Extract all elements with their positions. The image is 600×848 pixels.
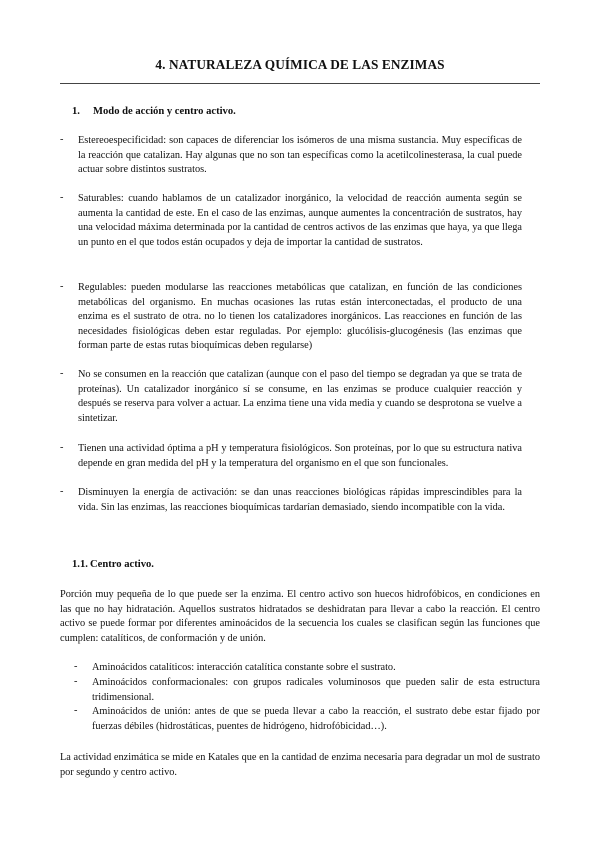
- list-dash: -: [60, 192, 64, 203]
- list-item-saturables: Saturables: cuando hablamos de un catalizador inorgánico, la velocidad de reacción aumenta según se aumenta la cantidad de este. En el caso de las enzimas, aunque aumentes la concentración de sustratos, hay una velocidad máxima determinada por la cantidad de centros activos de las enzimas que haya, ya que llega un punto en el que todos están ocupados y deja de importar la cantidad de sustratos.: [78, 193, 522, 248]
- list-dash: -: [60, 281, 64, 292]
- subsection-number: 1.1.: [72, 559, 88, 570]
- section-number: 1.: [72, 106, 80, 117]
- page-title: 4. NATURALEZA QUÍMICA DE LAS ENZIMAS: [155, 57, 445, 72]
- list-dash: -: [74, 705, 78, 716]
- list-item-energia-activacion: Disminuyen la energía de activación: se dan unas reacciones biológicas rápidas imprescindibles para la vida. Sin las enzimas, las reacciones bioquímicas tardarían demasiado, siendo incompatible con la vida.: [78, 487, 522, 513]
- list-item-actividad-optima: Tienen una actividad óptima a pH y temperatura fisiológicos. Son proteínas, por lo que su estructura nativa depende en gran medida del pH y la temperatura del organismo en el que son funcionales.: [78, 443, 522, 469]
- title-divider: [60, 83, 540, 84]
- list-item-regulables: Regulables: pueden modularse las reacciones metabólicas que catalizan, en función de las condiciones metabólicas del organismo. En muchas ocasiones las rutas están interconectadas, el producto de una enzima es el sustrato de otra. no lo tienen los catalizadores inorgánicos. Las reacciones en función de las necesidades fisiológicas deben estar reguladas. Por ejemplo: glucólisis-glucogénesis (las enzimas que forman parte de estas rutas bioquímicas deben regularse): [78, 282, 522, 351]
- list-dash: -: [74, 676, 78, 687]
- katales-paragraph: La actividad enzimática se mide en Katales que en la cantidad de enzima necesaria para degradar un mol de sustrato por segundo y centro activo.: [60, 752, 540, 778]
- centro-activo-intro: Porción muy pequeña de lo que puede ser la enzima. El centro activo son huecos hidrofóbicos, en condiciones en las que no hay hidratación. Aquellos sustratos hidratados se deshidratan para llevar a cabo la reacción. El centro activo se puede formar por diferentes aminoácidos de la secuencia los cuales se clasifican según las funciones que cumplen: catalíticos, de conformación y de unión.: [60, 589, 540, 644]
- list-dash: -: [60, 134, 64, 145]
- subsection-heading: Centro activo.: [90, 559, 154, 570]
- list-dash: -: [60, 442, 64, 453]
- list-dash: -: [60, 368, 64, 379]
- list-item-union: Aminoácidos de unión: antes de que se pueda llevar a cabo la reacción, el sustrato debe estar fijado por fuerzas débiles (hidrostáticas, puentes de hidrógeno, hidrofóbicidad…).: [92, 706, 540, 732]
- list-item-conformacionales: Aminoácidos conformacionales: con grupos radicales voluminosos que pueden salir de esta estructura tridimensional.: [92, 677, 540, 703]
- list-item-no-se-consumen: No se consumen en la reacción que catalizan (aunque con el paso del tiempo se degradan ya que se trata de proteínas). Un catalizador inorgánico sí se consume, en las enzimas se produce cualquier reacción y después se reserva para volver a actuar. La enzima tiene una vida media y cuando se desprotona se vuelve a sintetizar.: [78, 369, 522, 424]
- list-item-cataliticos: Aminoácidos catalíticos: interacción catalítica constante sobre el sustrato.: [92, 662, 396, 673]
- section-heading: Modo de acción y centro activo.: [93, 106, 236, 117]
- list-dash: -: [60, 486, 64, 497]
- list-dash: -: [74, 661, 78, 672]
- list-item-estereoespecificidad: Estereoespecificidad: son capaces de diferenciar los isómeros de una misma sustancia. Muy específicas de la reacción que catalizan. Hay algunas que no son tan específicas como la acetilcolinesterasa, la cual puede actuar sobre distintos sustratos.: [78, 135, 522, 175]
